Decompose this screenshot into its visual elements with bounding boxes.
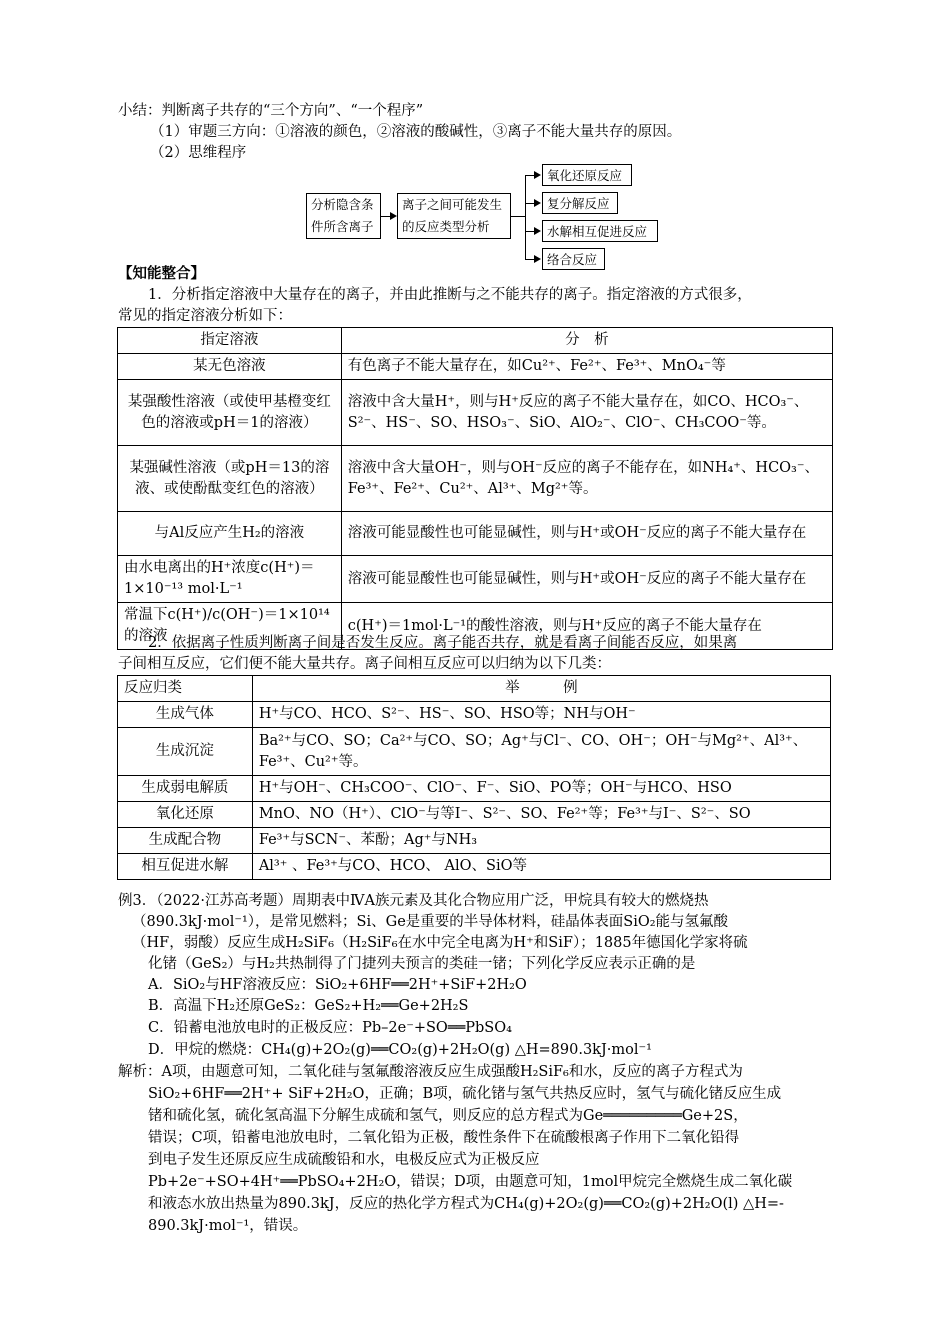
table-row <box>118 702 831 728</box>
table-row <box>118 776 831 802</box>
option-d: D．甲烷的燃烧：CH₄(g)+2O₂(g)══CO₂(g)+2H₂O(g) △H=890.3kJ·mol⁻¹ <box>148 1042 652 1058</box>
table-cell: MnO、NO（H⁺）、ClO⁻与等I⁻、S²⁻、SO、Fe²⁺等；Fe³⁺与I⁻、S²⁻、SO <box>252 802 830 828</box>
intro-1-line-b: 常见的指定溶液分析如下： <box>118 308 292 324</box>
analysis-line: 错误；C项，铅蓄电池放电时，二氧化铅为正极，酸性条件下在硫酸根离子作用下二氧化铅得 <box>148 1130 740 1146</box>
flow-arrow-out-2 <box>534 199 541 207</box>
example-question-line: （890.3kJ·mol⁻¹），是常见燃料；Si、Ge是重要的半导体材料，硅晶体表面SiO₂能与氢氟酸 <box>132 914 729 930</box>
example-question-line: 化锗（GeS₂）与H₂共热制得了门捷列夫预言的类硅一锗；下列化学反应表示正确的是 <box>148 956 696 972</box>
table-cell: Ba²⁺与CO、SO；Ca²⁺与CO、SO；Ag⁺与Cl⁻、CO、OH⁻；OH⁻与Mg²⁺、Al³⁺、Fe³⁺、Cu²⁺等。 <box>252 728 830 776</box>
table-cell: Fe³⁺与SCN⁻、苯酚；Ag⁺与NH₃ <box>252 828 830 854</box>
table-row <box>118 802 831 828</box>
flow-arrow-1 <box>390 212 397 220</box>
table-cell: Al³⁺ 、Fe³⁺与CO、HCO、 AlO、SiO等 <box>252 854 830 880</box>
flow-arrow-out-3 <box>534 227 541 235</box>
table-header: 反应归类 <box>118 676 253 702</box>
flow-arrow-out-1 <box>534 171 541 179</box>
option-b: B．高温下H₂还原GeS₂：GeS₂+H₂══Ge+2H₂S <box>148 998 469 1014</box>
table-cell: 生成配合物 <box>118 828 253 854</box>
option-a: A．SiO₂与HF溶液反应：SiO₂+6HF══2H⁺+SiF+2H₂O <box>148 977 527 993</box>
intro-1-line-a: 1．分析指定溶液中大量存在的离子，并由此推断与之不能共存的离子。指定溶液的方式很多， <box>148 287 752 303</box>
intro-2-line-b: 子间相互反应，它们便不能大量共存。离子间相互反应可以归纳为以下几类： <box>118 656 611 672</box>
table-cell: 某强酸性溶液（或使甲基橙变红色的溶液或pH＝1的溶液） <box>118 380 342 446</box>
example-question-line: 例3．（2022·江苏高考题）周期表中ⅣA族元素及其化合物应用广泛，甲烷具有较大的燃烧热 <box>118 893 709 909</box>
table-header: 举 例 <box>252 676 830 702</box>
table-cell: H⁺与CO、HCO、S²⁻、HS⁻、SO、HSO等；NH与OH⁻ <box>252 702 830 728</box>
table-cell: 与Al反应产生H₂的溶液 <box>118 512 342 556</box>
flow-outcome-hydrolysis: 水解相互促进反应 <box>542 220 658 242</box>
example-question-line: （HF，弱酸）反应生成H₂SiF₆（H₂SiF₆在水中完全电离为H⁺和SiF）；1885年德国化学家将硫 <box>132 935 748 951</box>
table-row <box>118 828 831 854</box>
flow-branch-line <box>525 175 526 259</box>
table-cell: 溶液可能显酸性也可能显碱性，则与H⁺或OH⁻反应的离子不能大量存在 <box>341 556 832 603</box>
section-title: 【知能整合】 <box>118 265 205 282</box>
analysis-line: 到电子发生还原反应生成硫酸铅和水，电极反应式为正极反应 <box>148 1152 540 1168</box>
analysis-line: 锗和硫化氢，硫化氢高温下分解生成硫和氢气，则反应的总方程式为Ge═════════Ge+2S， <box>148 1108 748 1124</box>
table-cell: 溶液中含大量OH⁻，则与OH⁻反应的离子不能存在，如NH₄⁺、HCO₃⁻、Fe³⁺、Fe²⁺、Cu²⁺、Al³⁺、Mg²⁺等。 <box>341 446 832 512</box>
flow-outcome-redox: 氧化还原反应 <box>542 164 632 186</box>
flow-box-1-line-a: 分析隐含条 <box>311 197 374 212</box>
table-cell: 溶液中含大量H⁺，则与H⁺反应的离子不能大量存在，如CO、HCO₃⁻、S²⁻、HS⁻、SO、HSO₃⁻、SiO、AlO₂⁻、ClO⁻、CH₃COO⁻等。 <box>341 380 832 446</box>
table-row <box>118 354 833 380</box>
flow-box-2-line-a: 离子之间可能发生 <box>402 197 503 212</box>
table-cell: c(H⁺)＝1mol·L⁻¹的酸性溶液，则与H⁺反应的离子不能大量存在 <box>341 603 832 650</box>
table-cell: 由水电离出的H⁺浓度c(H⁺)＝1×10⁻¹³ mol·L⁻¹ <box>118 556 342 603</box>
table-cell: 某强碱性溶液（或pH＝13的溶液、或使酚酞变红色的溶液） <box>118 446 342 512</box>
flow-arrow-out-4 <box>534 255 541 263</box>
table-row <box>118 728 831 776</box>
analysis-line: SiO₂+6HF══2H⁺+ SiF+2H₂O，正确；B项，硫化锗与氢气共热反应时，氢气与硫化锗反应生成 <box>148 1086 782 1102</box>
flow-outcome-double-decomposition: 复分解反应 <box>542 192 618 214</box>
table-cell: 生成弱电解质 <box>118 776 253 802</box>
table-row <box>118 380 833 446</box>
table-header-row <box>118 328 833 354</box>
summary-title: 小结：判断离子共存的“三个方向”、“一个程序” <box>118 103 424 119</box>
flow-connector-2 <box>511 216 525 217</box>
flow-box-1-line-b: 件所含离子 <box>311 219 374 234</box>
flow-box-2-line-b: 的反应类型分析 <box>402 219 490 234</box>
table-cell: H⁺与OH⁻、CH₃COO⁻、ClO⁻、F⁻、SiO、PO等；OH⁻与HCO、HSO <box>252 776 830 802</box>
reaction-type-table <box>117 675 831 880</box>
summary-line-2: （2）思维程序 <box>150 145 247 161</box>
analysis-line: Pb+2e⁻+SO+4H⁺══PbSO₄+2H₂O，错误；D项，由题意可知，1mol甲烷完全燃烧生成二氧化碳 <box>148 1174 793 1190</box>
table-cell: 相互促进水解 <box>118 854 253 880</box>
analysis-line: 和液态水放出热量为890.3kJ，反应的热化学方程式为CH₄(g)+2O₂(g)══CO₂(g)+2H₂O(l) △H=- <box>148 1196 784 1212</box>
table-row <box>118 446 833 512</box>
table-header-row <box>118 676 831 702</box>
table-cell: 有色离子不能大量存在，如Cu²⁺、Fe²⁺、Fe³⁺、MnO₄⁻等 <box>341 354 832 380</box>
table-header: 分 析 <box>341 328 832 354</box>
table-cell: 生成沉淀 <box>118 728 253 776</box>
table-cell: 某无色溶液 <box>118 354 342 380</box>
table-cell: 常温下c(H⁺)/c(OH⁻)＝1×10¹⁴的溶液 <box>118 603 342 650</box>
table-cell: 溶液可能显酸性也可能显碱性，则与H⁺或OH⁻反应的离子不能大量存在 <box>341 512 832 556</box>
intro-2-line-a: 2．依据离子性质判断离子间是否发生反应。离子能否共存，就是看离子间能否反应，如果离 <box>148 635 738 651</box>
specified-solution-table <box>117 327 833 650</box>
analysis-line: 解析：A项，由题意可知，二氧化硅与氢氟酸溶液反应生成强酸H₂SiF₆和水，反应的离子方程式为 <box>118 1064 743 1080</box>
analysis-line: 890.3kJ·mol⁻¹，错误。 <box>148 1218 308 1234</box>
table-row <box>118 512 833 556</box>
table-header: 指定溶液 <box>118 328 342 354</box>
flow-box-2 <box>397 193 511 239</box>
table-cell: 氧化还原 <box>118 802 253 828</box>
flow-box-1 <box>306 193 381 239</box>
table-row <box>118 854 831 880</box>
option-c: C．铅蓄电池放电时的正极反应：Pb–2e⁻+SO══PbSO₄ <box>148 1020 512 1036</box>
summary-line-1: （1）审题三方向：①溶液的颜色，②溶液的酸碱性，③离子不能大量共存的原因。 <box>150 124 682 140</box>
table-cell: 生成气体 <box>118 702 253 728</box>
flow-outcome-complexation: 络合反应 <box>542 248 605 270</box>
table-row <box>118 556 833 603</box>
